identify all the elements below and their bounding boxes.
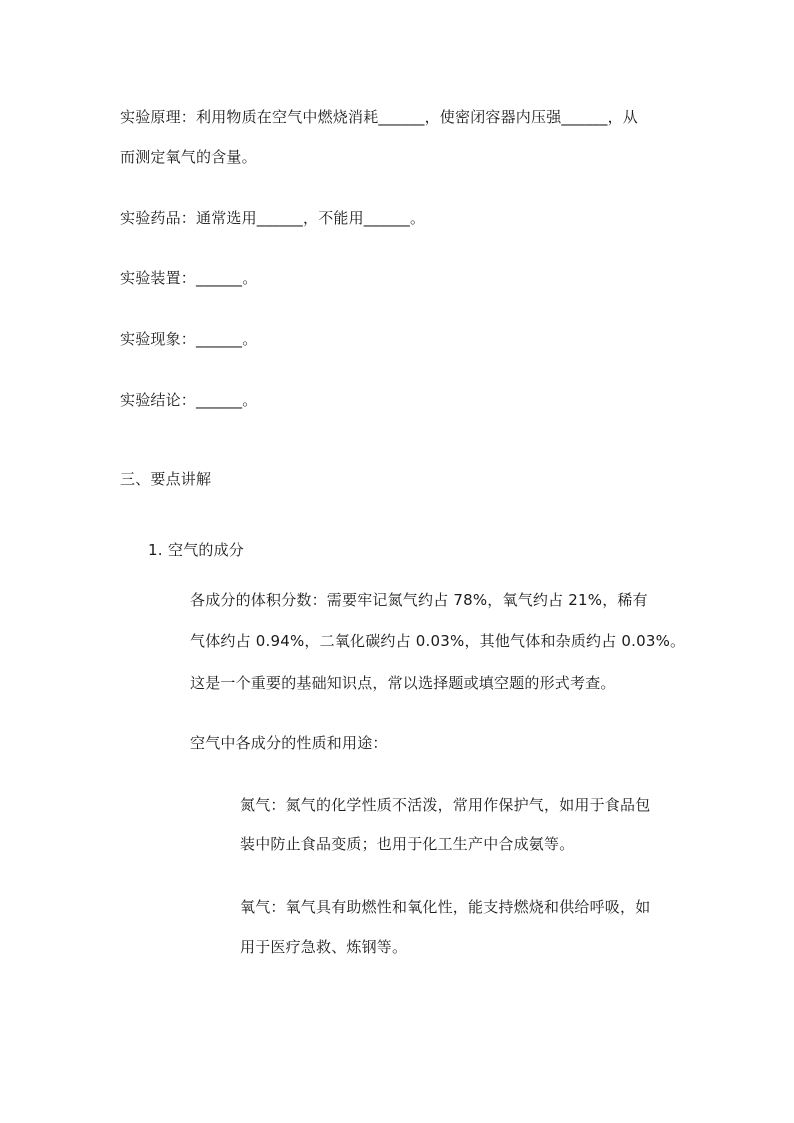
oxygen-line-1: 氧气：氧气具有助燃性和氧化性，能支持燃烧和供给呼吸，如 [240, 898, 651, 916]
conclusion-line: 实验结论：______。 [120, 391, 258, 409]
nitrogen-line-2: 装中防止食品变质；也用于化工生产中合成氨等。 [240, 835, 575, 853]
properties-heading: 空气中各成分的性质和用途： [190, 734, 388, 752]
composition-line-3: 这是一个重要的基础知识点，常以选择题或填空题的形式考查。 [190, 674, 616, 692]
principle-line-1: 实验原理：利用物质在空气中燃烧消耗______，使密闭容器内压强______，从 [120, 108, 639, 126]
reagents-line: 实验药品：通常选用______，不能用______。 [120, 209, 426, 227]
list-item-title: 空气的成分 [168, 541, 245, 559]
nitrogen-line-1: 氮气：氮气的化学性质不活泼，常用作保护气，如用于食品包 [240, 796, 651, 814]
phenomenon-line: 实验现象：______。 [120, 330, 258, 348]
apparatus-line: 实验装置：______。 [120, 269, 258, 287]
composition-line-1: 各成分的体积分数：需要牢记氮气约占 78%，氧气约占 21%，稀有 [190, 591, 648, 609]
section-heading: 三、要点讲解 [120, 470, 212, 488]
principle-line-2: 而测定氧气的含量。 [120, 148, 257, 166]
list-item-1 [148, 540, 244, 560]
list-item-number: 1. [148, 541, 163, 559]
oxygen-line-2: 用于医疗急救、炼钢等。 [240, 938, 408, 956]
composition-line-2: 气体约占 0.94%，二氧化碳约占 0.03%，其他气体和杂质约占 0.03%。 [190, 632, 686, 650]
